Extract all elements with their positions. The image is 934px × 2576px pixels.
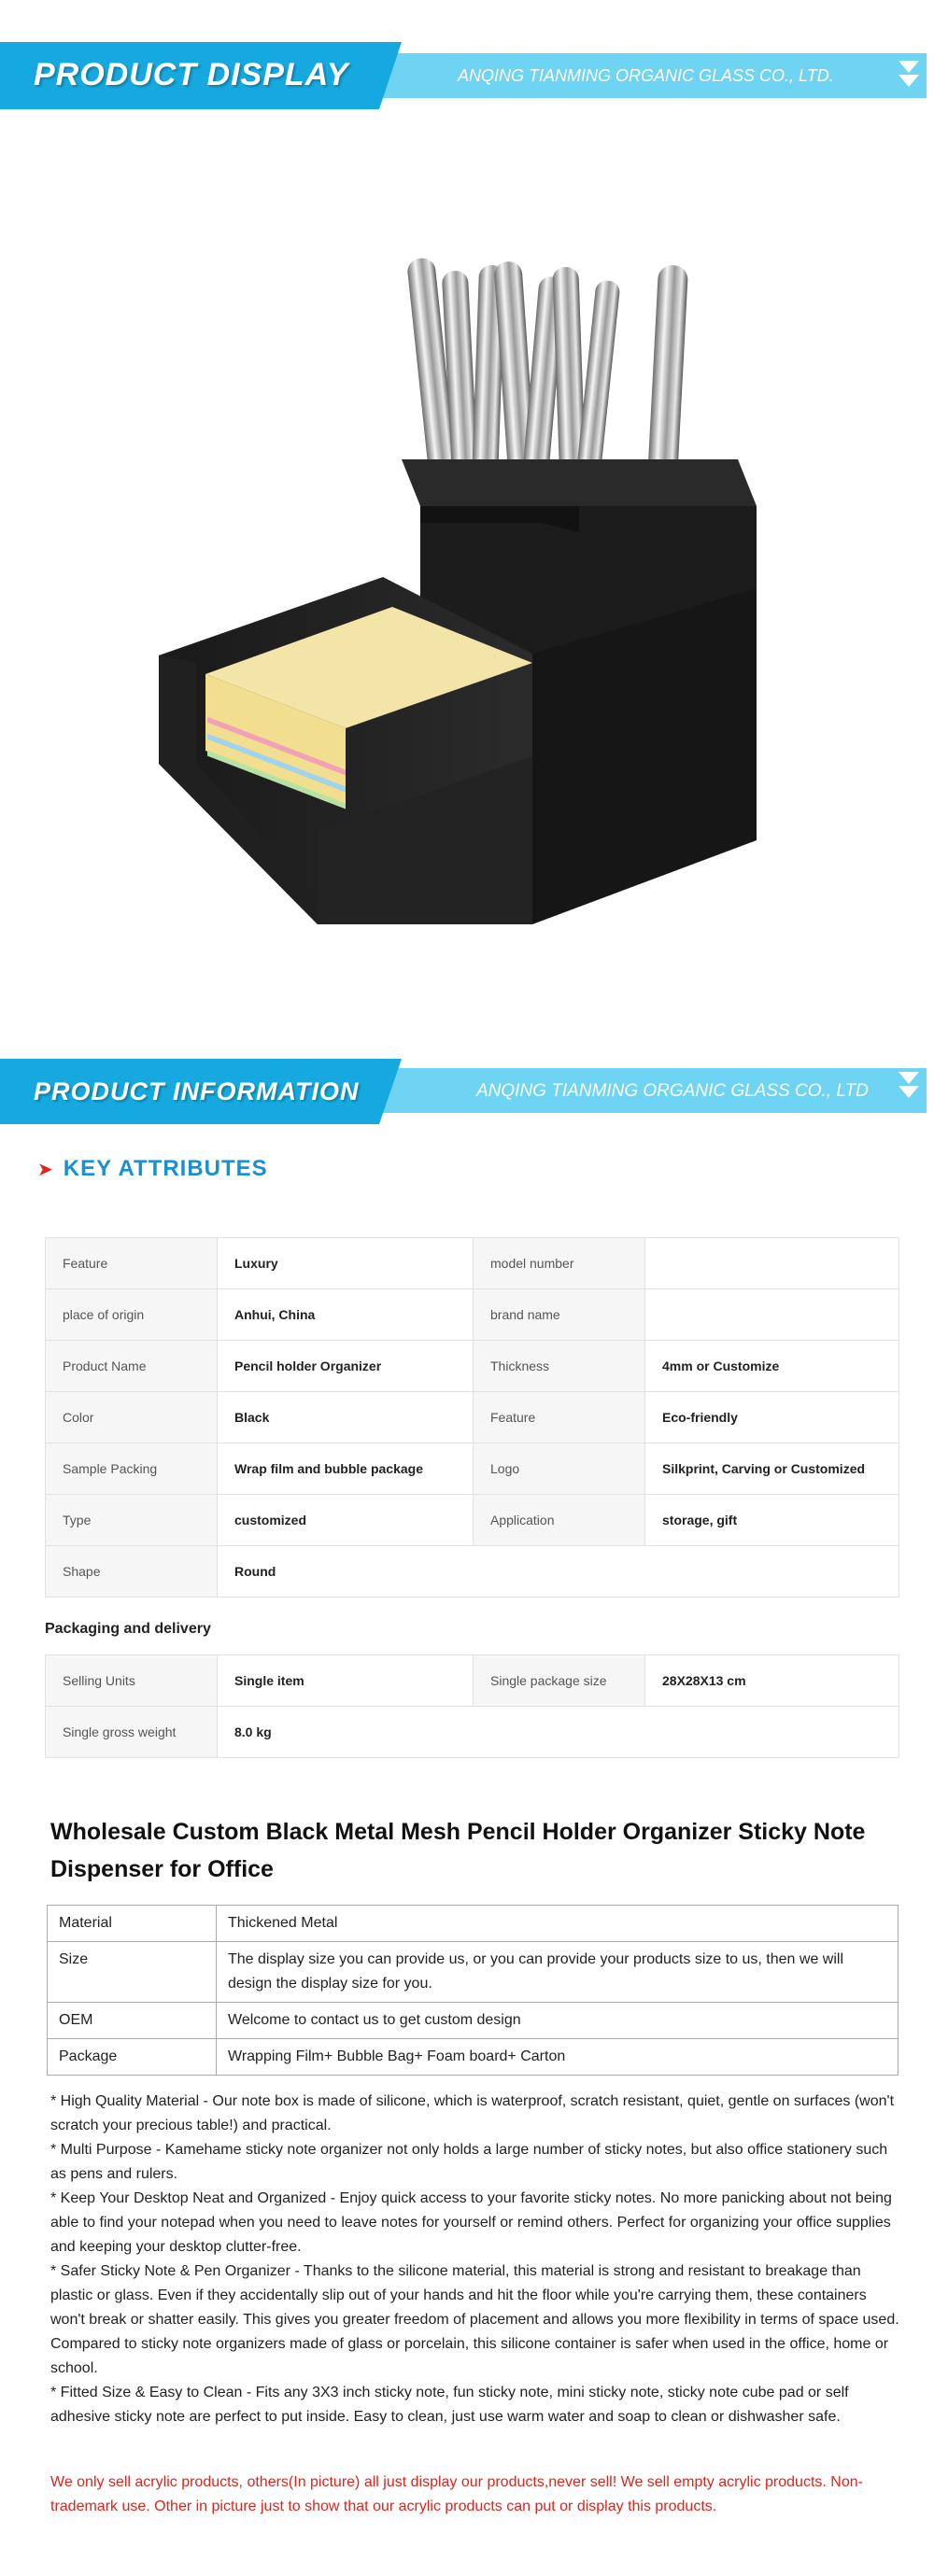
attr-value: Pencil holder Organizer bbox=[218, 1341, 474, 1392]
attr-key: Type bbox=[46, 1495, 218, 1546]
table-row bbox=[46, 1495, 899, 1546]
product-information-banner bbox=[0, 1055, 934, 1128]
attr-key: Thickness bbox=[474, 1341, 645, 1392]
spec-key: Package bbox=[48, 2039, 217, 2076]
table-row bbox=[46, 1289, 899, 1341]
disclaimer bbox=[50, 2470, 900, 2519]
attr-value: Single item bbox=[218, 1655, 474, 1707]
table-row bbox=[48, 1906, 899, 1942]
attr-value: 4mm or Customize bbox=[645, 1341, 899, 1392]
table-row bbox=[48, 2003, 899, 2039]
banner-title: PRODUCT DISPLAY bbox=[34, 57, 349, 92]
key-attributes-title: KEY ATTRIBUTES bbox=[63, 1156, 268, 1181]
spec-key: OEM bbox=[48, 2003, 217, 2039]
sticky-note-tray bbox=[159, 577, 757, 924]
key-attributes-table bbox=[45, 1237, 899, 1598]
product-title: Wholesale Custom Black Metal Mesh Pencil Holder Organizer Sticky Note Dispenser for Office bbox=[50, 1819, 866, 1882]
attr-key: Single package size bbox=[474, 1655, 645, 1707]
attr-value: 28X28X13 cm bbox=[645, 1655, 899, 1707]
arrow-right-icon: ➤ bbox=[37, 1160, 54, 1180]
attr-key: Feature bbox=[474, 1392, 645, 1443]
feature-item: * Keep Your Desktop Neat and Organized - Enjoy quick access to your favorite sticky notes. No more panicking about not being able to find your notepad when you need to leave notes for yourself or remind others. Perfect for organizing your office supplies and keeping your desktop clutter-free. bbox=[50, 2190, 892, 2255]
spec-value: Thickened Metal bbox=[217, 1906, 899, 1942]
attr-value: Wrap film and bubble package bbox=[218, 1443, 474, 1495]
spec-table bbox=[47, 1905, 899, 2076]
spec-value: Wrapping Film+ Bubble Bag+ Foam board+ Carton bbox=[217, 2039, 899, 2076]
attr-key: place of origin bbox=[46, 1289, 218, 1341]
attr-value: Black bbox=[218, 1392, 474, 1443]
attr-key: Application bbox=[474, 1495, 645, 1546]
attr-key: Logo bbox=[474, 1443, 645, 1495]
spec-value: The display size you can provide us, or you can provide your products size to us, then we will design the display size for you. bbox=[217, 1942, 899, 2003]
spec-value: Welcome to contact us to get custom design bbox=[217, 2003, 899, 2039]
attr-key: Selling Units bbox=[46, 1655, 218, 1707]
product-display-banner bbox=[0, 42, 934, 109]
feature-item: * Safer Sticky Note & Pen Organizer - Thanks to the silicone material, this material is strong and resistant to breakage than plastic or glass. Even if they accidentally slip out of your hands and hit the floor while you're carrying them, these containers won't break or shatter easily. This gives you greater freedom of placement and allows you more flexibility in terms of space used. Compared to sticky note organizers made of glass or porcelain, this silicone container is safer when used in the office, home or school. bbox=[50, 2263, 899, 2376]
attr-value bbox=[645, 1238, 899, 1289]
attr-key: Shape bbox=[46, 1546, 218, 1598]
table-row bbox=[46, 1707, 899, 1758]
attr-key: Sample Packing bbox=[46, 1443, 218, 1495]
table-row bbox=[46, 1443, 899, 1495]
attr-value: Round bbox=[218, 1546, 899, 1598]
banner-title: PRODUCT INFORMATION bbox=[34, 1077, 360, 1105]
attr-value: customized bbox=[218, 1495, 474, 1546]
attr-key: Single gross weight bbox=[46, 1707, 218, 1758]
table-row bbox=[46, 1655, 899, 1707]
attr-value: Anhui, China bbox=[218, 1289, 474, 1341]
packaging-heading: Packaging and delivery bbox=[45, 1621, 211, 1637]
attr-value: Silkprint, Carving or Customized bbox=[645, 1443, 899, 1495]
feature-item: * Fitted Size & Easy to Clean - Fits any 3X3 inch sticky note, fun sticky note, mini sticky note, sticky note cube pad or self adhesive sticky note are perfect to put inside. Easy to clean, just use warm water and soap to clean or dishwasher safe. bbox=[50, 2385, 849, 2425]
double-chevron-down-icon bbox=[899, 1072, 919, 1100]
attr-key: Feature bbox=[46, 1238, 218, 1289]
banner-company-name: ANQING TIANMING ORGANIC GLASS CO., LTD. bbox=[458, 66, 834, 85]
packaging-table bbox=[45, 1654, 899, 1758]
banner-company-name: ANQING TIANMING ORGANIC GLASS CO., LTD bbox=[476, 1081, 869, 1101]
attr-value: 8.0 kg bbox=[218, 1707, 899, 1758]
attr-value: storage, gift bbox=[645, 1495, 899, 1546]
attr-key: Color bbox=[46, 1392, 218, 1443]
spec-key: Material bbox=[48, 1906, 217, 1942]
table-row bbox=[46, 1392, 899, 1443]
key-attributes-heading bbox=[37, 1156, 268, 1182]
attr-key: model number bbox=[474, 1238, 645, 1289]
spec-key: Size bbox=[48, 1942, 217, 2003]
attr-key: brand name bbox=[474, 1289, 645, 1341]
disclaimer-text: We only sell acrylic products, others(In picture) all just display our products,never sell! We sell empty acrylic products. Non-trademark use. Other in picture just to show that our acrylic products can put or display this products. bbox=[50, 2474, 863, 2514]
product-photo bbox=[140, 252, 775, 943]
double-chevron-down-icon bbox=[899, 61, 919, 89]
attr-value: Eco-friendly bbox=[645, 1392, 899, 1443]
feature-list bbox=[50, 2090, 900, 2429]
feature-item: * Multi Purpose - Kamehame sticky note organizer not only holds a large number of sticky notes, but also office stationery such as pens and rulers. bbox=[50, 2142, 888, 2182]
table-row bbox=[48, 2039, 899, 2076]
attr-key: Product Name bbox=[46, 1341, 218, 1392]
table-row bbox=[46, 1546, 899, 1598]
attr-value: Luxury bbox=[218, 1238, 474, 1289]
table-row bbox=[46, 1341, 899, 1392]
table-row bbox=[46, 1238, 899, 1289]
table-row bbox=[48, 1942, 899, 2003]
attr-value bbox=[645, 1289, 899, 1341]
feature-item: * High Quality Material - Our note box is made of silicone, which is waterproof, scratch resistant, quiet, gentle on surfaces (won't scratch your precious table!) and practical. bbox=[50, 2093, 895, 2133]
